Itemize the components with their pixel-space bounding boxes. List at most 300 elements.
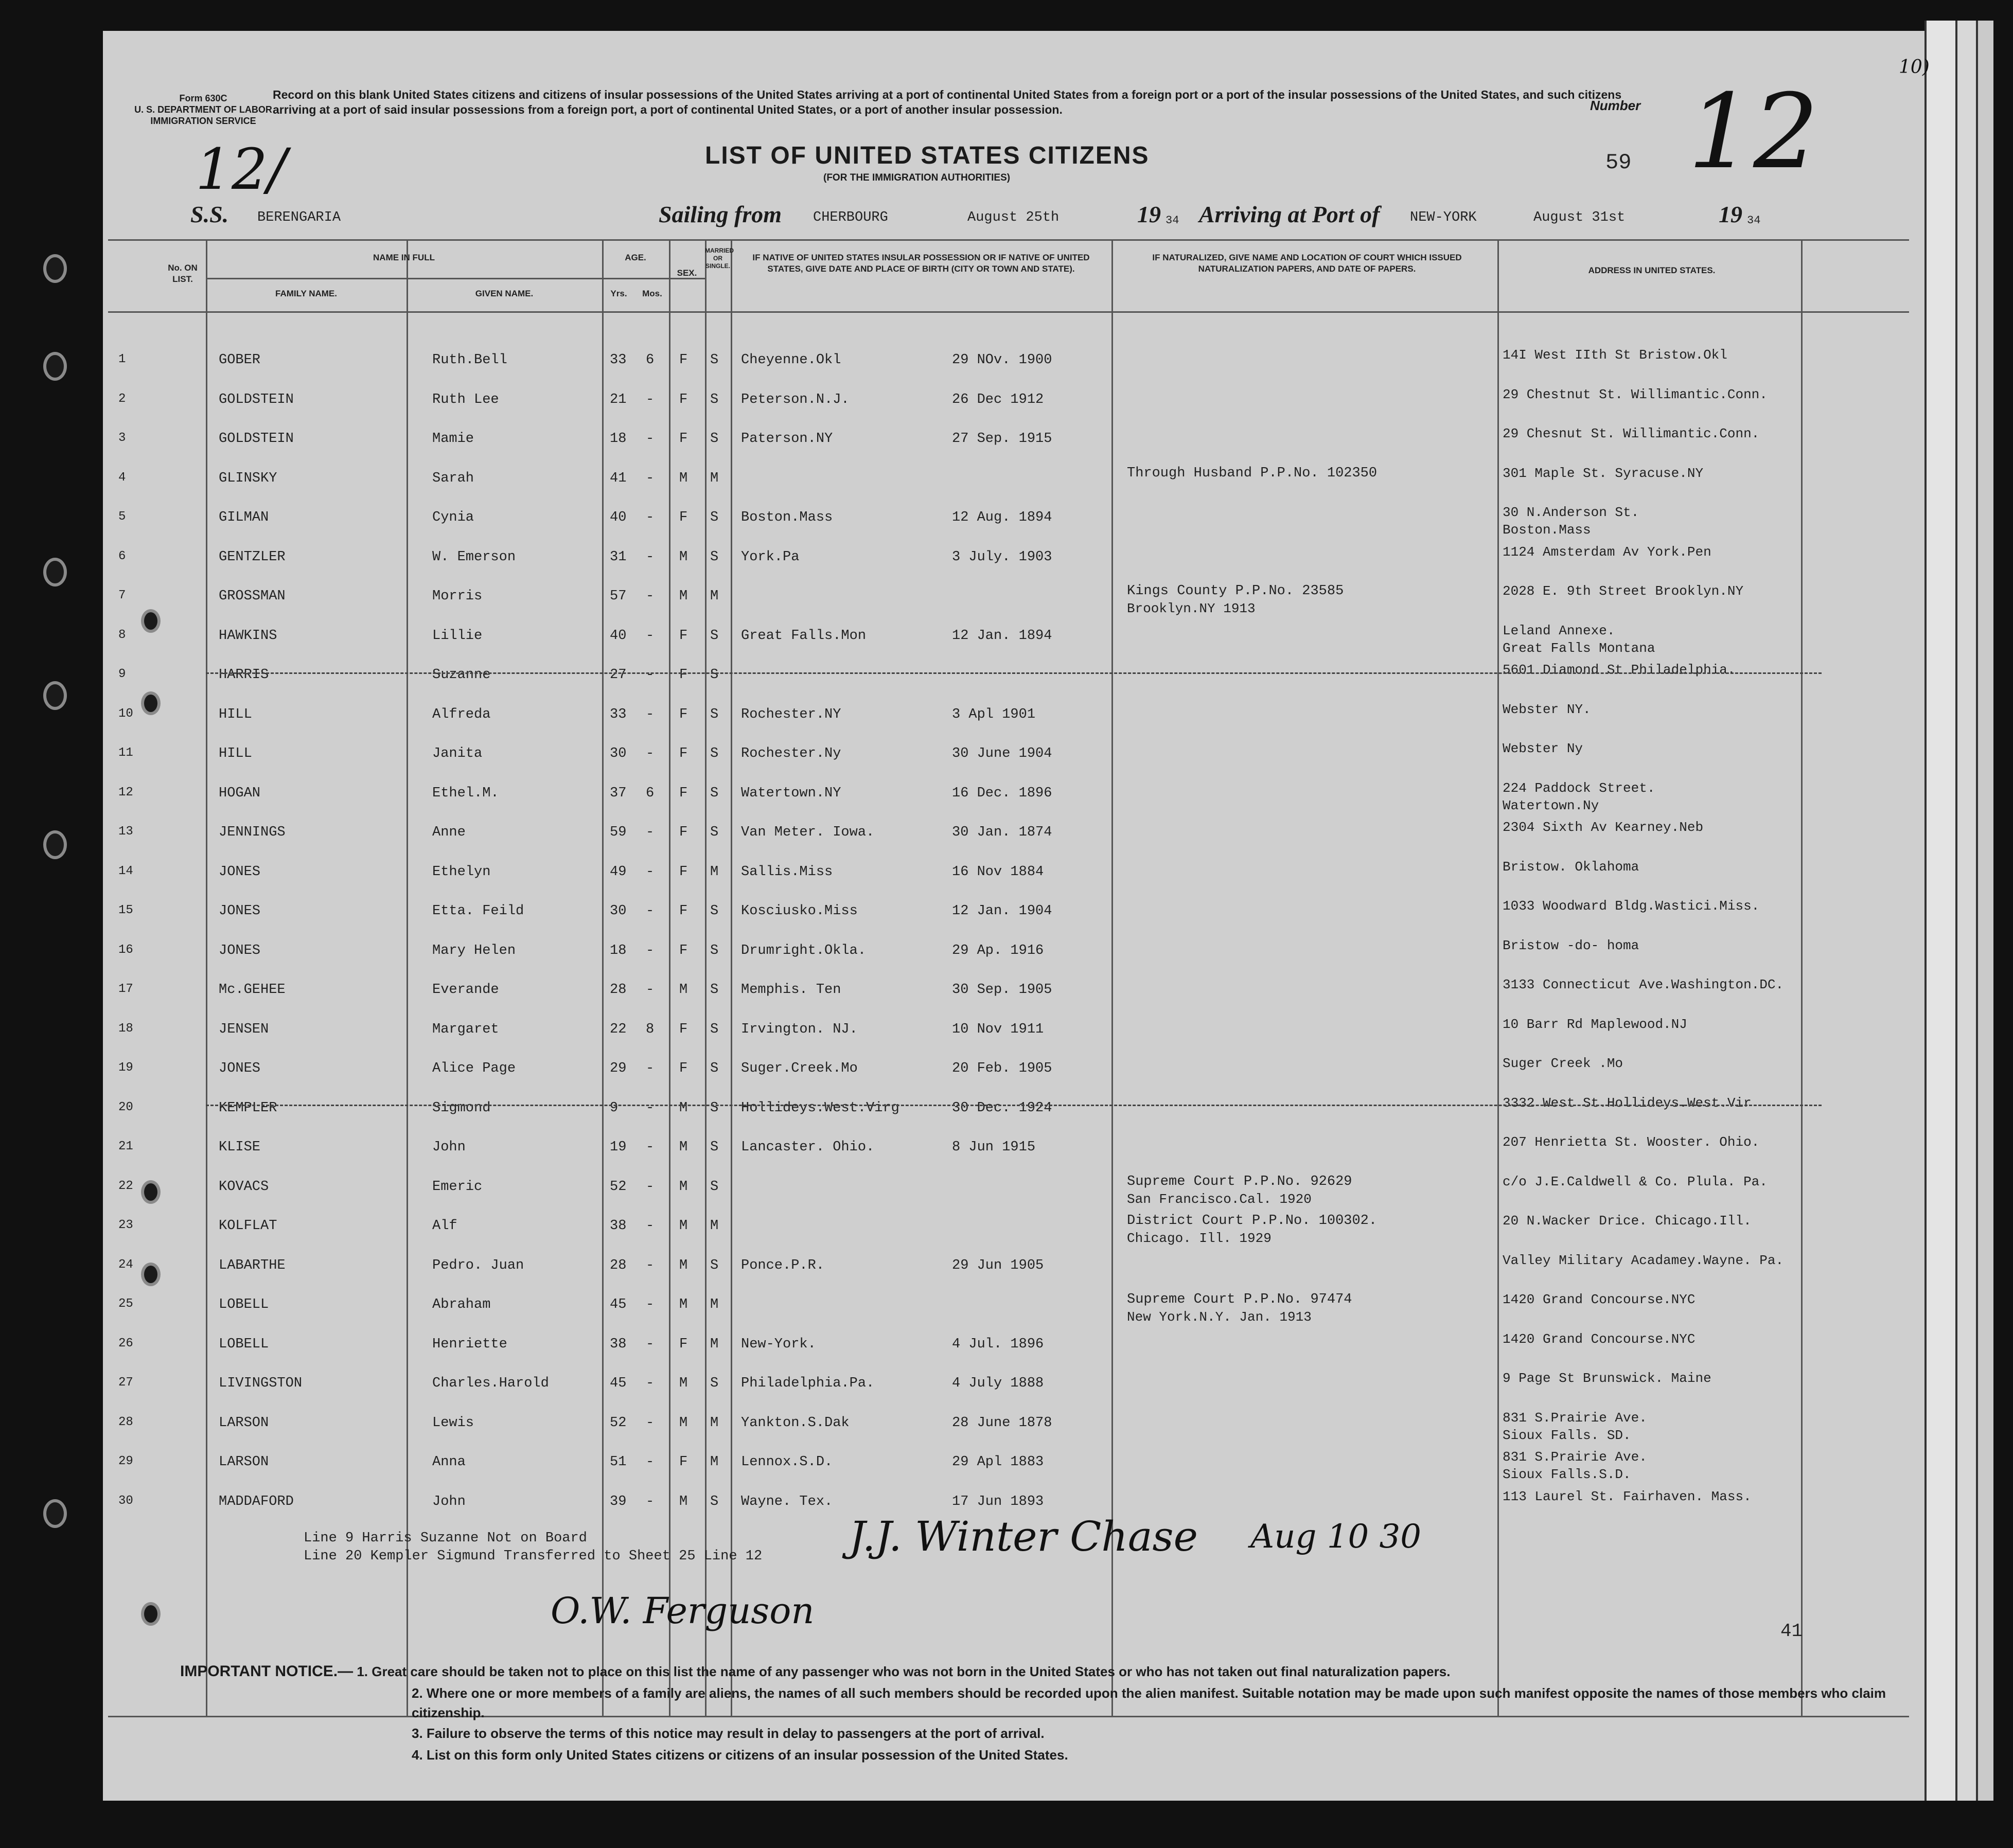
given-name: John — [432, 1494, 466, 1509]
sex: F — [679, 1336, 688, 1352]
address-line-1: Suger Creek .Mo — [1503, 1056, 1623, 1071]
age-years: 18 — [610, 431, 627, 447]
given-name: Alf — [432, 1218, 457, 1234]
address-line-1: 1420 Grand Concourse.NYC — [1503, 1331, 1696, 1347]
age-months: - — [646, 943, 655, 958]
address-line-2: Watertown.Ny — [1503, 797, 1599, 813]
family-name: JONES — [219, 943, 261, 958]
footnote-2: Line 20 Kempler Sigmund Transferred to Sheet 25 Line 12 — [304, 1549, 763, 1564]
birth-place: New-York. — [741, 1336, 816, 1352]
age-months: - — [646, 431, 655, 447]
table-row — [103, 623, 1924, 667]
header-address: ADDRESS IN UNITED STATES. — [1588, 265, 1716, 275]
handwritten-corner-right: 10) — [1899, 57, 1930, 78]
birth-date: 8 Jun 1915 — [952, 1140, 1036, 1155]
age-months: - — [646, 1376, 655, 1391]
address-line-1: 3133 Connecticut Ave.Washington.DC. — [1503, 977, 1784, 992]
birth-place: York.Pa — [741, 549, 800, 565]
address-line-1: Webster NY. — [1503, 701, 1591, 717]
naturalization-location: New York.N.Y. Jan. 1913 — [1127, 1309, 1312, 1325]
sex: F — [679, 1061, 688, 1076]
binder-hole — [46, 684, 64, 707]
birth-place: Cheyenne.Okl — [741, 352, 841, 368]
age-years: 45 — [610, 1376, 627, 1391]
manifest-page — [103, 31, 1930, 1801]
intro-text: Record on this blank United States citizens and citizens of insular possessions of the United States arriving at a port of continental United States from a foreign port or a port of the insular possessions of the United States, and such citizens arriving at a port of said insular possessions from a foreign port, a port of continental United States, or a port of another insular possession. — [273, 88, 1622, 116]
marital-status: S — [710, 1021, 719, 1037]
given-name: Etta. Feild — [432, 903, 524, 919]
marital-status: M — [710, 1454, 719, 1470]
given-name: Margaret — [432, 1021, 499, 1037]
age-months: - — [646, 903, 655, 919]
header-no: No. ON LIST. — [168, 263, 198, 284]
age-years: 9 — [610, 1100, 619, 1116]
marital-status: S — [710, 392, 719, 407]
given-name: Ethelyn — [432, 864, 491, 880]
sex: F — [679, 706, 688, 722]
row-number: 10 — [118, 706, 133, 721]
age-months: - — [646, 1140, 655, 1155]
address-line-2: Boston.Mass — [1503, 522, 1591, 538]
birth-place: Suger.Creek.Mo — [741, 1061, 858, 1076]
birth-place: Lennox.S.D. — [741, 1454, 833, 1470]
age-months: - — [646, 470, 655, 486]
birth-place: Memphis. Ten — [741, 982, 841, 998]
sailing-from-label: Sailing from — [659, 201, 782, 227]
table-row — [103, 426, 1924, 470]
row-number: 3 — [118, 431, 126, 445]
row-number: 24 — [118, 1257, 133, 1272]
form-number: Form 630C — [179, 93, 227, 103]
given-name: Suzanne — [432, 667, 491, 683]
family-name: HILL — [219, 706, 252, 722]
age-years: 40 — [610, 510, 627, 525]
age-years: 33 — [610, 706, 627, 722]
sex: M — [679, 1218, 688, 1234]
family-name: LARSON — [219, 1415, 269, 1431]
marital-status: S — [710, 982, 719, 998]
sex: F — [679, 628, 688, 644]
page-number: 41 — [1780, 1621, 1803, 1642]
age-months: - — [646, 1415, 655, 1431]
family-name: GILMAN — [219, 510, 269, 525]
page-stack-edge — [1976, 21, 1993, 1801]
naturalization-court: Supreme Court P.P.No. 97474 — [1127, 1292, 1352, 1307]
birth-place: Watertown.NY — [741, 785, 841, 801]
age-years: 29 — [610, 1061, 627, 1076]
row-number: 20 — [118, 1100, 133, 1114]
birth-date: 30 Sep. 1905 — [952, 982, 1052, 998]
row-number: 5 — [118, 510, 126, 524]
handwritten-corner-left: 12/ — [196, 136, 287, 202]
handwritten-number: 12 — [1688, 72, 1819, 192]
header-mos: Mos. — [642, 289, 662, 298]
row-number: 15 — [118, 903, 133, 917]
age-months: - — [646, 549, 655, 565]
sex: F — [679, 785, 688, 801]
marital-status: M — [710, 864, 719, 880]
given-name: Emeric — [432, 1179, 483, 1195]
birth-date: 3 Apl 1901 — [952, 706, 1036, 722]
family-name: HARRIS — [219, 667, 269, 683]
table-row — [103, 1056, 1924, 1100]
birth-date: 17 Jun 1893 — [952, 1494, 1044, 1509]
age-years: 52 — [610, 1415, 627, 1431]
age-years: 31 — [610, 549, 627, 565]
address-line-1: 831 S.Prairie Ave. — [1503, 1449, 1647, 1465]
row-number: 13 — [118, 825, 133, 839]
family-name: KLISE — [219, 1140, 261, 1155]
header-family: FAMILY NAME. — [275, 289, 337, 298]
sex: M — [679, 982, 688, 998]
marital-status: S — [710, 903, 719, 919]
age-months: - — [646, 982, 655, 998]
age-months: - — [646, 1494, 655, 1509]
binder-hole — [46, 833, 64, 856]
table-row — [103, 1174, 1924, 1218]
table-row — [103, 1213, 1924, 1257]
given-name: Anne — [432, 825, 466, 840]
given-name: Alice Page — [432, 1061, 516, 1076]
birth-date: 12 Jan. 1904 — [952, 903, 1052, 919]
birth-date: 20 Feb. 1905 — [952, 1061, 1052, 1076]
table-header-rule — [108, 311, 1909, 313]
birth-date: 10 Nov 1911 — [952, 1021, 1044, 1037]
row-number: 12 — [118, 785, 133, 799]
birth-place: Hollideys.West.Virg — [741, 1100, 899, 1116]
address-line-1: 5601 Diamond St Philadelphia. — [1503, 662, 1736, 678]
address-line-1: 20 N.Wacker Drice. Chicago.Ill. — [1503, 1213, 1752, 1229]
birth-place: Ponce.P.R. — [741, 1257, 825, 1273]
family-name: JENNINGS — [219, 825, 286, 840]
marital-status: S — [710, 549, 719, 565]
row-number: 30 — [118, 1494, 133, 1508]
birth-place: Sallis.Miss — [741, 864, 833, 880]
age-years: 49 — [610, 864, 627, 880]
address-line-1: Leland Annexe. — [1503, 623, 1615, 638]
family-name: JENSEN — [219, 1021, 269, 1037]
header-naturalized: IF NATURALIZED, GIVE NAME AND LOCATION OF COURT WHICH ISSUED NATURALIZATION PAPERS, AND DATE OF PAPERS. — [1152, 253, 1462, 274]
header-name-full: NAME IN FULL — [373, 253, 435, 262]
birth-date: 26 Dec 1912 — [952, 392, 1044, 407]
age-months: - — [646, 825, 655, 840]
birth-place: Yankton.S.Dak — [741, 1415, 850, 1431]
address-line-2: Great Falls Montana — [1503, 640, 1655, 656]
sailing-year: 34 — [1166, 214, 1179, 227]
marital-status: S — [710, 510, 719, 525]
naturalization-court: Supreme Court P.P.No. 92629 — [1127, 1174, 1352, 1189]
age-months: - — [646, 1100, 655, 1116]
age-years: 57 — [610, 589, 627, 604]
address-line-1: Bristow -do- homa — [1503, 937, 1639, 953]
given-name: Pedro. Juan — [432, 1257, 524, 1273]
row-number: 26 — [118, 1336, 133, 1351]
birth-date: 3 July. 1903 — [952, 549, 1052, 565]
strike-line-20 — [206, 1105, 1822, 1106]
age-years: 28 — [610, 982, 627, 998]
row-number: 8 — [118, 628, 126, 642]
marital-status: S — [710, 1376, 719, 1391]
row-number: 18 — [118, 1021, 133, 1036]
family-name: LARSON — [219, 1454, 269, 1470]
given-name: Lillie — [432, 628, 483, 644]
given-name: Ethel.M. — [432, 785, 499, 801]
row-number: 28 — [118, 1415, 133, 1429]
age-years: 19 — [610, 1140, 627, 1155]
sailing-year-prefix: 19 — [1137, 201, 1161, 227]
table-row — [103, 820, 1924, 864]
sex: M — [679, 1376, 688, 1391]
sex: F — [679, 903, 688, 919]
family-name: KOLFLAT — [219, 1218, 277, 1234]
address-line-1: 30 N.Anderson St. — [1503, 505, 1639, 520]
row-number: 9 — [118, 667, 126, 681]
row-number: 14 — [118, 864, 133, 878]
birth-place: Peterson.N.J. — [741, 392, 850, 407]
naturalization-location: Brooklyn.NY 1913 — [1127, 601, 1256, 616]
given-name: Ruth.Bell — [432, 352, 507, 368]
marital-status: M — [710, 1218, 719, 1234]
age-months: - — [646, 1454, 655, 1470]
naturalization-location: Chicago. Ill. 1929 — [1127, 1231, 1272, 1246]
address-line-2: Sioux Falls.S.D. — [1503, 1467, 1631, 1482]
age-years: 45 — [610, 1297, 627, 1312]
ship-name: BERENGARIA — [257, 210, 341, 225]
family-name: MADDAFORD — [219, 1494, 294, 1509]
age-years: 18 — [610, 943, 627, 958]
address-line-1: 1420 Grand Concourse.NYC — [1503, 1292, 1696, 1307]
row-number: 4 — [118, 470, 126, 485]
given-name: Sigmond — [432, 1100, 491, 1116]
age-years: 38 — [610, 1218, 627, 1234]
marital-status: S — [710, 1061, 719, 1076]
table-row — [103, 898, 1924, 943]
birth-place: Boston.Mass — [741, 510, 833, 525]
birth-date: 12 Jan. 1894 — [952, 628, 1052, 644]
address-line-2: Sioux Falls. SD. — [1503, 1427, 1631, 1443]
age-months: - — [646, 628, 655, 644]
given-name: Lewis — [432, 1415, 474, 1431]
given-name: Morris — [432, 589, 483, 604]
family-name: Mc.GEHEE — [219, 982, 286, 998]
birth-date: 30 Jan. 1874 — [952, 825, 1052, 840]
address-line-1: 113 Laurel St. Fairhaven. Mass. — [1503, 1488, 1752, 1504]
family-name: GOLDSTEIN — [219, 392, 294, 407]
table-row — [103, 1134, 1924, 1179]
given-name: Ruth Lee — [432, 392, 499, 407]
family-name: LOBELL — [219, 1297, 269, 1312]
age-months: - — [646, 1061, 655, 1076]
family-name: GOBER — [219, 352, 261, 368]
notice-item-1: 1. Great care should be taken not to place on this list the name of any passenger who was not born in the United States or who has not taken out final naturalization papers. — [357, 1664, 1451, 1679]
given-name: Mary Helen — [432, 943, 516, 958]
age-years: 40 — [610, 628, 627, 644]
age-months: - — [646, 589, 655, 604]
sex: M — [679, 1257, 688, 1273]
age-years: 33 — [610, 352, 627, 368]
row-number: 11 — [118, 746, 133, 760]
age-years: 38 — [610, 1336, 627, 1352]
given-name: Alfreda — [432, 706, 491, 722]
row-number: 7 — [118, 589, 126, 602]
given-name: Charles.Harold — [432, 1376, 549, 1391]
row-number: 2 — [118, 392, 126, 406]
row-number: 6 — [118, 549, 126, 563]
marital-status: M — [710, 1336, 719, 1352]
age-months: - — [646, 1179, 655, 1195]
family-name: HAWKINS — [219, 628, 277, 644]
marital-status: S — [710, 628, 719, 644]
row-number: 27 — [118, 1376, 133, 1390]
form-dept: U. S. DEPARTMENT OF LABOR — [134, 104, 272, 115]
arrival-year-prefix: 19 — [1719, 201, 1742, 227]
given-name: Abraham — [432, 1297, 491, 1312]
age-months: - — [646, 1257, 655, 1273]
family-name: KEMPLER — [219, 1100, 277, 1116]
marital-status: S — [710, 667, 719, 683]
age-years: 52 — [610, 1179, 627, 1195]
sex: M — [679, 1179, 688, 1195]
marital-status: S — [710, 1257, 719, 1273]
binder-hole — [46, 257, 64, 280]
age-months: - — [646, 1336, 655, 1352]
table-row — [103, 1371, 1924, 1415]
age-months: - — [646, 864, 655, 880]
sex: F — [679, 1454, 688, 1470]
notice-item-3: 3. Failure to observe the terms of this notice may result in delay to passengers at the port of arrival. — [412, 1726, 1045, 1741]
age-months: - — [646, 746, 655, 761]
address-line-1: 301 Maple St. Syracuse.NY — [1503, 465, 1704, 481]
sex: F — [679, 1021, 688, 1037]
birth-place: Philadelphia.Pa. — [741, 1376, 875, 1391]
given-name: Sarah — [432, 470, 474, 486]
sex: F — [679, 352, 688, 368]
address-line-1: Bristow. Oklahoma — [1503, 859, 1639, 875]
sex: M — [679, 1297, 688, 1312]
marital-status: M — [710, 1297, 719, 1312]
birth-place: Rochester.Ny — [741, 746, 841, 761]
address-line-1: c/o J.E.Caldwell & Co. Plula. Pa. — [1503, 1174, 1768, 1189]
age-years: 51 — [610, 1454, 627, 1470]
naturalization-court: Through Husband P.P.No. 102350 — [1127, 465, 1378, 481]
naturalization-location: San Francisco.Cal. 1920 — [1127, 1191, 1312, 1207]
family-name: LOBELL — [219, 1336, 269, 1352]
birth-date: 12 Aug. 1894 — [952, 510, 1052, 525]
age-years: 22 — [610, 1021, 627, 1037]
given-name: Henriette — [432, 1336, 507, 1352]
family-name: LABARTHE — [219, 1257, 286, 1273]
binder-hole — [144, 1605, 157, 1623]
row-number: 1 — [118, 352, 126, 366]
age-months: 8 — [646, 1021, 655, 1037]
form-service: IMMIGRATION SERVICE — [150, 116, 256, 126]
row-number: 29 — [118, 1454, 133, 1468]
sex: M — [679, 1100, 688, 1116]
birth-date: 27 Sep. 1915 — [952, 431, 1052, 447]
arrival-date: August 31st — [1533, 210, 1626, 225]
marital-status: S — [710, 1140, 719, 1155]
sex: M — [679, 589, 688, 604]
binder-hole — [46, 1502, 64, 1525]
strike-line-9 — [206, 672, 1822, 674]
table-row — [103, 1410, 1924, 1454]
address-line-1: 29 Chestnut St. Willimantic.Conn. — [1503, 386, 1768, 402]
sex: F — [679, 667, 688, 683]
sex: F — [679, 746, 688, 761]
birth-date: 4 July 1888 — [952, 1376, 1044, 1391]
sex: M — [679, 549, 688, 565]
row-number: 22 — [118, 1179, 133, 1193]
given-name: Anna — [432, 1454, 466, 1470]
number-label: Number — [1590, 98, 1641, 113]
marital-status: M — [710, 589, 719, 604]
page-subtitle: (FOR THE IMMIGRATION AUTHORITIES) — [823, 172, 1011, 183]
date-note: Aug 10 30 — [1250, 1518, 1421, 1556]
row-number: 23 — [118, 1218, 133, 1232]
age-years: 30 — [610, 746, 627, 761]
birth-place: Drumright.Okla. — [741, 943, 867, 958]
table-top-rule — [108, 239, 1909, 241]
birth-date: 29 Jun 1905 — [952, 1257, 1044, 1273]
age-years: 21 — [610, 392, 627, 407]
naturalization-court: District Court P.P.No. 100302. — [1127, 1213, 1378, 1229]
address-line-1: 224 Paddock Street. — [1503, 780, 1655, 796]
marital-status: S — [710, 1179, 719, 1195]
sailing-port: CHERBOURG — [813, 210, 888, 225]
address-line-1: 1124 Amsterdam Av York.Pen — [1503, 544, 1711, 560]
marital-status: M — [710, 1415, 719, 1431]
address-line-1: 29 Chesnut St. Willimantic.Conn. — [1503, 426, 1760, 441]
age-months: - — [646, 510, 655, 525]
address-line-1: Webster Ny — [1503, 741, 1583, 756]
address-line-1: 2304 Sixth Av Kearney.Neb — [1503, 820, 1704, 835]
birth-place: Irvington. NJ. — [741, 1021, 858, 1037]
marital-status: S — [710, 1494, 719, 1509]
family-name: GLINSKY — [219, 470, 277, 486]
given-name: W. Emerson — [432, 549, 516, 565]
given-name: John — [432, 1140, 466, 1155]
marital-status: S — [710, 943, 719, 958]
notice-item-2: 2. Where one or more members of a family are aliens, the names of all such members should be recorded upon the alien manifest. Suitable notation may be made upon such manifest opposite the names of those members who claim citizenship. — [412, 1685, 1886, 1720]
age-months: - — [646, 392, 655, 407]
table-row — [103, 544, 1924, 589]
age-years: 39 — [610, 1494, 627, 1509]
table-row — [103, 1449, 1924, 1494]
sex: F — [679, 864, 688, 880]
naturalization-court: Kings County P.P.No. 23585 — [1127, 583, 1344, 599]
ss-label: S.S. — [190, 201, 229, 227]
family-name: LIVINGSTON — [219, 1376, 303, 1391]
address-line-1: 10 Barr Rd Maplewood.NJ — [1503, 1016, 1687, 1032]
name-subheader-rule — [206, 278, 705, 279]
family-name: JONES — [219, 903, 261, 919]
age-years: 41 — [610, 470, 627, 486]
birth-date: 28 June 1878 — [952, 1415, 1052, 1431]
birth-date: 29 Ap. 1916 — [952, 943, 1044, 958]
table-row — [103, 937, 1924, 982]
age-years: 59 — [610, 825, 627, 840]
marital-status: S — [710, 352, 719, 368]
important-notice — [180, 1662, 1904, 1681]
table-row — [103, 859, 1924, 903]
family-name: JONES — [219, 864, 261, 880]
sex: F — [679, 431, 688, 447]
header-birth: IF NATIVE OF UNITED STATES INSULAR POSSESSION OR IF NATIVE OF UNITED STATES, GIVE DATE AND PLACE OF BIRTH (CITY OR TOWN AND STATE). — [752, 253, 1090, 274]
table-row — [103, 1292, 1924, 1336]
table-row — [103, 780, 1924, 825]
row-number: 21 — [118, 1140, 133, 1153]
binder-hole — [46, 355, 64, 378]
